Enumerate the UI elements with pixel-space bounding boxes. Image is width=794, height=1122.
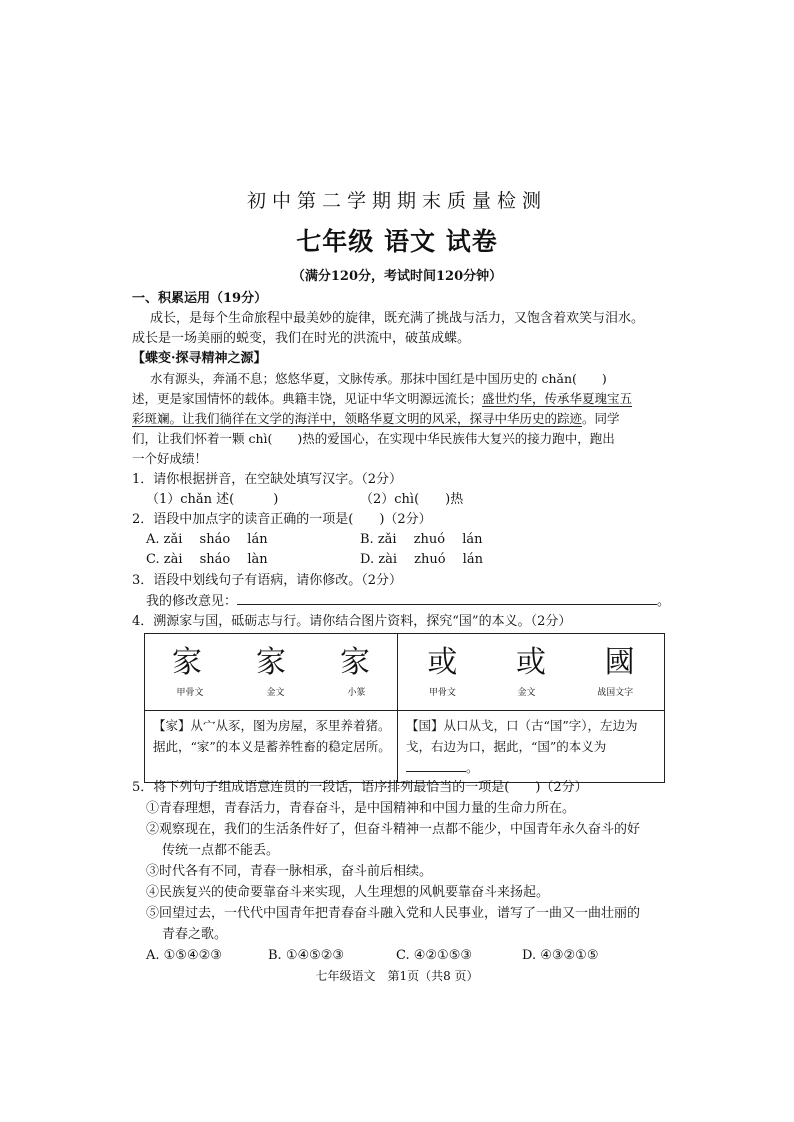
- jia-oracle-glyph: 家: [172, 645, 202, 680]
- q5-sentence-2-cont: 传统一点都不能丢。: [162, 843, 280, 858]
- q5-option-c[interactable]: C. ④②①⑤③: [396, 948, 473, 963]
- q2-option-b[interactable]: B. zǎi zhuó lán: [360, 532, 483, 547]
- jia-caption-3: 小篆: [347, 688, 366, 698]
- passage-line-1: 水有源头，奔涌不息；悠悠华夏，文脉传承。那抹中国红是中国历史的 chǎn( ): [150, 371, 607, 386]
- q1-stem: 1．请你根据拼音，在空缺处填写汉字。（2分）: [132, 472, 403, 487]
- passage-line-5: 一个好成绩！: [132, 451, 208, 466]
- q1-item-1[interactable]: （1）chǎn 述( ): [146, 492, 279, 507]
- guo-oracle-glyph: 或: [427, 645, 458, 680]
- q3-stem: 3．语段中划线句子有语病，请你修改。（2分）: [132, 573, 403, 588]
- exam-subtitle: 初中第二学期期末质量检测: [246, 190, 547, 212]
- q5-option-b[interactable]: B. ①④⑤②③: [268, 948, 345, 963]
- jia-caption-row: [145, 682, 397, 710]
- guo-bronze-glyph: 或: [515, 645, 546, 680]
- q5-option-d[interactable]: D. ④③②①⑤: [522, 948, 599, 963]
- q4-guo-cell: [398, 634, 665, 783]
- intro-line-1: 成长，是每个生命旅程中最美妙的旋律，既充满了挑战与活力，又饱含着欢笑与泪水。: [150, 311, 645, 326]
- guo-caption-1: 甲骨文: [428, 688, 456, 698]
- guo-warring-glyph: 國: [604, 645, 635, 680]
- guo-description-text: 【国】从口从戈，口（古“国”字），左边为戈，右边为口，据此，“国”的本义为: [406, 718, 638, 754]
- guo-caption-row: [398, 682, 664, 710]
- q2-option-d[interactable]: D. zài zhuó lán: [360, 552, 483, 567]
- jia-description: 【家】从宀从豕，图为房屋，豕里养着猪。据此，“家”的本义是蓄养牲畜的稳定居所。: [145, 710, 397, 761]
- jia-caption-1: 甲骨文: [176, 688, 204, 698]
- section-1-heading: 一、积累运用（19分）: [132, 291, 268, 306]
- jia-bronze-glyph: 家: [256, 645, 286, 680]
- guo-description: [398, 710, 664, 782]
- page-footer: 七年级语文 第1页（共8 页）: [315, 969, 479, 983]
- guo-description-end: 。: [466, 760, 479, 775]
- q5-sentence-1: ①青春理想，青春活力，青春奋斗，是中国精神和中国力量的生命力所在。: [146, 801, 576, 816]
- guo-caption-3: 战国文字: [597, 688, 634, 698]
- q5-sentence-5-cont: 青春之歌。: [162, 927, 228, 942]
- passage-line-3-a: 彩斑斓。: [132, 411, 183, 426]
- guo-glyph-row: [398, 634, 664, 682]
- passage-line-2: [132, 389, 632, 409]
- q4-table: [144, 633, 665, 783]
- q5-sentence-4: ④民族复兴的使命要靠奋斗来实现，人生理想的风帆要靠奋斗来扬起。: [146, 885, 550, 900]
- q3-answer-line[interactable]: [237, 604, 657, 605]
- passage-line-2-a: 述，更是家国情怀的载体。典籍丰饶，见证中华文明源远流长；: [132, 391, 483, 406]
- q3-answer: 我的修改意见： 。: [146, 594, 671, 609]
- q4-jia-cell: [145, 634, 398, 783]
- q5-sentence-3: ③时代各有不同，青春一脉相承，奋斗前后相续。: [146, 864, 433, 879]
- q5-sentence-2: ②观察现在，我们的生活条件好了，但奋斗精神一点都不能少，中国青年永久奋斗的好: [146, 822, 641, 837]
- q3-answer-label: 我的修改意见：: [146, 594, 238, 609]
- q2-stem: 2．语段中加点字的读音正确的一项是( )（2分）: [132, 512, 432, 527]
- q4-stem: 4．溯源家与国，砥砺志与行。请你结合图片资料，探究“国”的本义。（2分）: [132, 614, 572, 629]
- passage-line-2-underlined: 盛世灼华，传承华夏瑰宝五: [482, 391, 633, 406]
- q2-option-c[interactable]: C. zài sháo làn: [146, 552, 268, 567]
- passage-line-4: 们，让我们怀着一颗 chì( )热的爱国心，在实现中华民族伟大复兴的接力跑中，跑出: [132, 431, 615, 446]
- q1-item-2[interactable]: （2）chì( )热: [360, 492, 464, 507]
- jia-glyph-row: [145, 634, 397, 682]
- q5-sentence-5: ⑤回望过去，一代代中国青年把青春奋斗融入党和人民事业，谱写了一曲又一曲壮丽的: [146, 906, 641, 921]
- passage-line-3-underlined: 让我们徜徉在文学的海洋中，领略华夏文明的风采，探寻中华历史的踪迹: [182, 411, 583, 426]
- sub-heading: 【蝶变·探寻精神之源】: [132, 351, 267, 366]
- intro-line-2: 成长是一场美丽的蜕变，我们在时光的洪流中，破茧成蝶。: [132, 331, 471, 346]
- exam-title: 七年级 语文 试卷: [296, 227, 498, 256]
- q5-stem: 5．将下列句子组成语意连贯的一段话，语序排列最恰当的一项是( )（2分）: [132, 780, 588, 795]
- guo-caption-2: 金文: [517, 688, 536, 698]
- guo-answer-blank[interactable]: [406, 771, 466, 772]
- passage-line-3: [132, 409, 620, 429]
- q5-option-a[interactable]: A. ①⑤④②③: [146, 948, 222, 963]
- passage-line-3-c: 。同学: [582, 411, 620, 426]
- exam-note: （满分120分，考试时间120分钟）: [291, 269, 503, 284]
- jia-seal-glyph: 家: [340, 645, 370, 680]
- q2-option-a[interactable]: A. zǎi sháo lán: [146, 532, 268, 547]
- jia-caption-2: 金文: [266, 688, 285, 698]
